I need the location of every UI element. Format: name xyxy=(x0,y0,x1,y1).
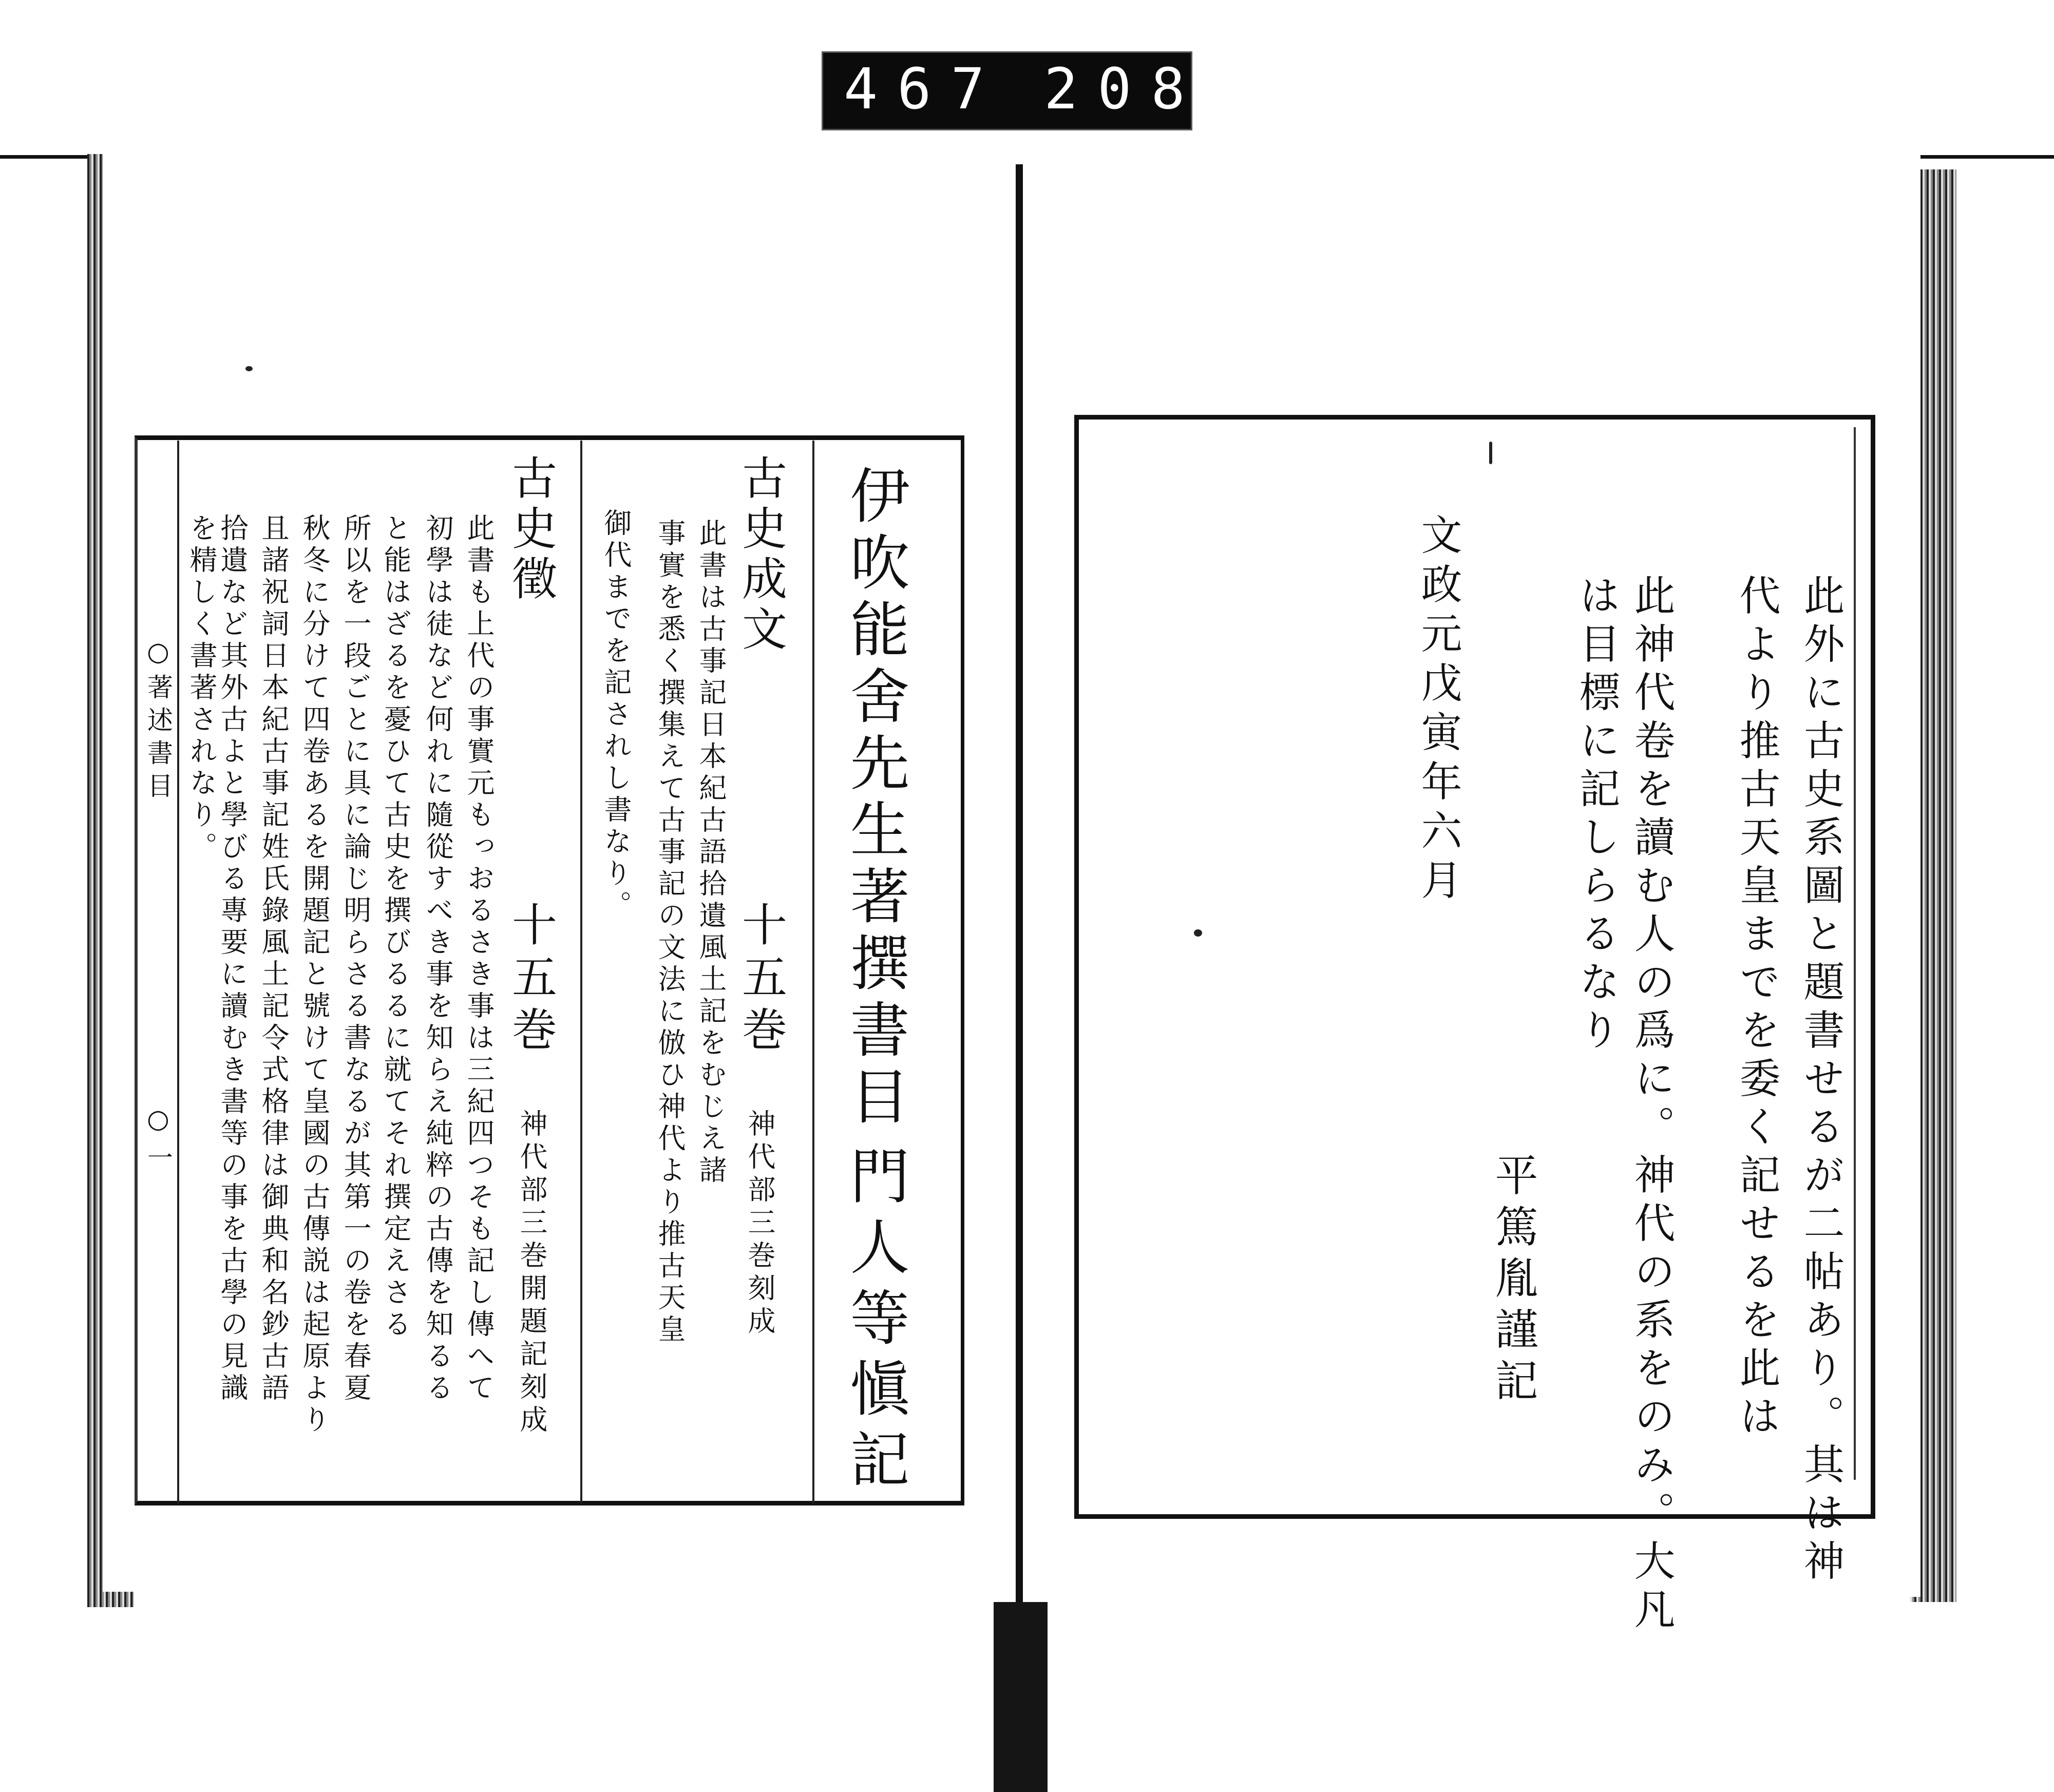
book-spine xyxy=(1016,164,1023,1638)
entry-body-line: 所以を一段ごとに具に論じ明らさる書なるが其第一の卷を春夏 xyxy=(339,513,372,1405)
entry-note: 神代部三巻刻成 xyxy=(744,1109,776,1339)
colophon-date: 文政元戊寅年六月 xyxy=(1414,513,1462,908)
scan-speck xyxy=(1489,442,1492,464)
colophon-line: 此神代卷を讀む人の爲に。神代の系をのみ。大凡 xyxy=(1627,574,1675,1636)
column-rule xyxy=(580,441,582,1503)
running-head: ○著述書目 xyxy=(143,637,173,805)
entry-note: 神代部三巻開題記刻成 xyxy=(516,1109,548,1438)
entry-body-line: 且諸祝詞日本紀古事記姓氏錄風土記令式格律は御典和名鈔古語 xyxy=(257,513,290,1405)
page-number: ○一 xyxy=(143,1104,173,1180)
scan-speck xyxy=(245,366,253,371)
entry-body-line: 此書も上代の事實元もっおるさき事は三紀四つそも記し傳へて xyxy=(463,513,495,1405)
colophon-line: 此外に古史系圖と題書せるが二帖あり。其は神 xyxy=(1797,574,1844,1588)
right-frame-inner-rule xyxy=(1854,427,1856,1480)
entry-body-line: を精しく書著されなり。 xyxy=(185,513,218,864)
entry-body-line: 御代までを記されし書なり。 xyxy=(600,508,632,922)
scan-speck xyxy=(1194,929,1202,937)
page-title: 伊吹能舍先生著撰書目 xyxy=(840,465,909,1132)
column-rule xyxy=(812,441,814,1503)
colophon-line: は目標に記しらるなり xyxy=(1572,574,1620,1057)
entry-body-line: と能はざるを憂ひて古史を撰びるるに就てそれ撰定えさる xyxy=(379,513,412,1341)
column-rule xyxy=(177,441,179,1503)
entry-body-line: 事實を悉く撰集えて古事記の文法に倣ひ神代より推古天皇 xyxy=(654,519,686,1346)
entry-title: 古史徵 xyxy=(505,454,558,605)
entry-title: 古史成文 xyxy=(735,454,788,656)
entry-volume-count: 十五巻 xyxy=(735,901,788,1058)
colophon-signature: 平篤胤謹記 xyxy=(1488,1153,1538,1409)
frame-number: 208 xyxy=(1044,56,1205,122)
entry-volume-count: 十五巻 xyxy=(505,901,558,1058)
entry-body-line: 此書は古事記日本紀古語拾遺風土記をむじえ諸 xyxy=(695,519,727,1187)
spine-shadow xyxy=(994,1602,1048,1792)
title-signature: 門人等愼記 xyxy=(840,1145,909,1499)
film-frame-label xyxy=(822,51,1205,130)
entry-body-line: 初學は徒など何れに隨從すべき事を知らえ純粹の古傳を知るる xyxy=(422,513,454,1405)
entry-body-line: 拾遺など其外古よと學びる專要に讀むき書等の事を古學の見識 xyxy=(216,513,249,1405)
entry-body-line: 秋冬に分けて四卷あるを開題記と號けて皇國の古傳説は起原より xyxy=(298,513,331,1437)
colophon-line: 代より推古天皇までを委く記せるを此は xyxy=(1733,574,1780,1443)
reel-number: 467 xyxy=(844,56,1004,122)
